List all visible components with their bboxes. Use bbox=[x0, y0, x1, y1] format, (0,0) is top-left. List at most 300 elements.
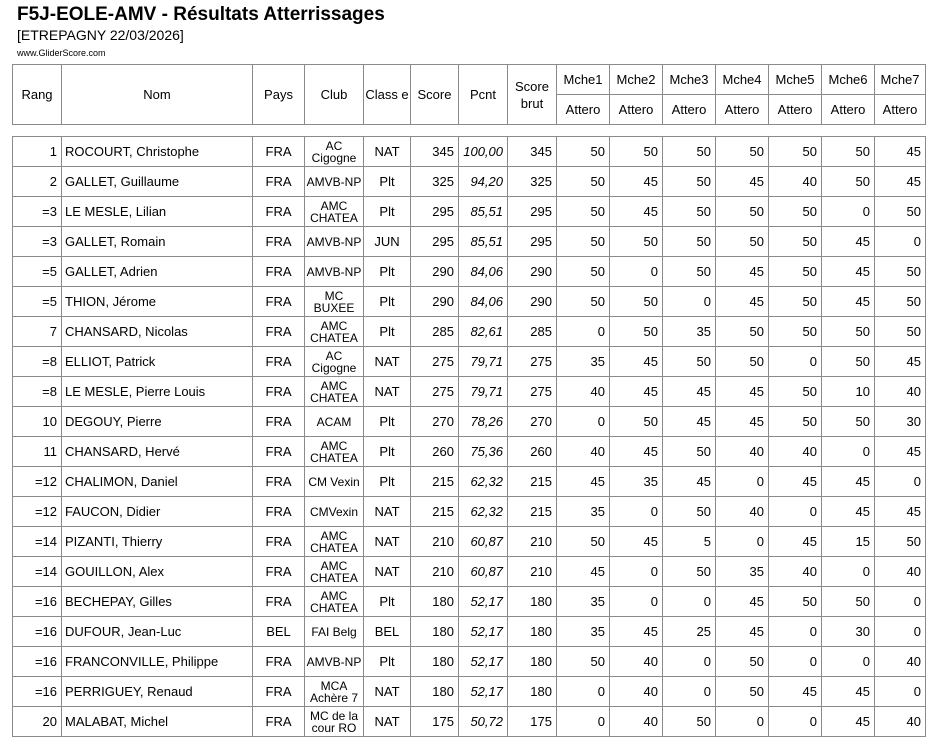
cell-classe: NAT bbox=[364, 677, 411, 707]
col-manche-1: Mche1 bbox=[557, 65, 610, 95]
cell-pays: FRA bbox=[253, 647, 305, 677]
cell-manche-1: 0 bbox=[557, 707, 610, 737]
cell-manche-6: 45 bbox=[822, 227, 875, 257]
cell-pays: FRA bbox=[253, 167, 305, 197]
cell-score: 215 bbox=[411, 467, 459, 497]
cell-manche-5: 40 bbox=[769, 167, 822, 197]
cell-pays: BEL bbox=[253, 617, 305, 647]
cell-classe: JUN bbox=[364, 227, 411, 257]
col-pcnt: Pcnt bbox=[459, 65, 508, 125]
cell-nom: GALLET, Adrien bbox=[62, 257, 253, 287]
cell-club: MCA Achère 7 bbox=[305, 677, 364, 707]
cell-manche-1: 35 bbox=[557, 347, 610, 377]
cell-manche-5: 0 bbox=[769, 347, 822, 377]
cell-manche-7: 0 bbox=[875, 227, 926, 257]
cell-rang: =16 bbox=[13, 587, 62, 617]
cell-manche-6: 50 bbox=[822, 587, 875, 617]
cell-manche-2: 45 bbox=[610, 527, 663, 557]
cell-score-brut: 180 bbox=[508, 677, 557, 707]
cell-manche-4: 50 bbox=[716, 227, 769, 257]
cell-manche-1: 45 bbox=[557, 557, 610, 587]
cell-score: 345 bbox=[411, 137, 459, 167]
cell-rang: 11 bbox=[13, 437, 62, 467]
cell-manche-2: 0 bbox=[610, 557, 663, 587]
col-attero: Attero bbox=[716, 95, 769, 125]
cell-manche-7: 40 bbox=[875, 707, 926, 737]
cell-score-brut: 180 bbox=[508, 587, 557, 617]
cell-manche-7: 50 bbox=[875, 287, 926, 317]
cell-classe: NAT bbox=[364, 347, 411, 377]
cell-manche-2: 0 bbox=[610, 257, 663, 287]
cell-score-brut: 325 bbox=[508, 167, 557, 197]
cell-manche-5: 50 bbox=[769, 377, 822, 407]
cell-manche-6: 0 bbox=[822, 437, 875, 467]
cell-club: ACAM bbox=[305, 407, 364, 437]
cell-pcnt: 62,32 bbox=[459, 467, 508, 497]
cell-score: 275 bbox=[411, 347, 459, 377]
cell-pcnt: 85,51 bbox=[459, 197, 508, 227]
cell-score-brut: 290 bbox=[508, 257, 557, 287]
cell-pays: FRA bbox=[253, 527, 305, 557]
cell-nom: CHALIMON, Daniel bbox=[62, 467, 253, 497]
cell-score-brut: 275 bbox=[508, 347, 557, 377]
cell-club: AMC CHATEA bbox=[305, 317, 364, 347]
cell-manche-1: 0 bbox=[557, 317, 610, 347]
cell-manche-4: 35 bbox=[716, 557, 769, 587]
cell-manche-4: 0 bbox=[716, 527, 769, 557]
cell-classe: NAT bbox=[364, 557, 411, 587]
cell-score: 260 bbox=[411, 437, 459, 467]
cell-nom: BECHEPAY, Gilles bbox=[62, 587, 253, 617]
cell-manche-2: 40 bbox=[610, 647, 663, 677]
col-score-brut: Score brut bbox=[508, 65, 557, 125]
cell-score: 290 bbox=[411, 287, 459, 317]
cell-manche-5: 50 bbox=[769, 287, 822, 317]
table-row bbox=[13, 557, 926, 587]
cell-manche-2: 45 bbox=[610, 167, 663, 197]
cell-manche-3: 50 bbox=[663, 497, 716, 527]
table-row bbox=[13, 317, 926, 347]
cell-score: 215 bbox=[411, 497, 459, 527]
cell-classe: NAT bbox=[364, 497, 411, 527]
cell-manche-2: 40 bbox=[610, 707, 663, 737]
cell-classe: BEL bbox=[364, 617, 411, 647]
cell-rang: =5 bbox=[13, 257, 62, 287]
cell-club: AMC CHATEA bbox=[305, 437, 364, 467]
cell-nom: DEGOUY, Pierre bbox=[62, 407, 253, 437]
cell-manche-2: 35 bbox=[610, 467, 663, 497]
cell-manche-3: 50 bbox=[663, 257, 716, 287]
cell-manche-1: 35 bbox=[557, 617, 610, 647]
cell-manche-6: 50 bbox=[822, 317, 875, 347]
cell-club: AMVB-NP bbox=[305, 647, 364, 677]
cell-manche-5: 0 bbox=[769, 497, 822, 527]
cell-manche-3: 50 bbox=[663, 197, 716, 227]
cell-manche-6: 45 bbox=[822, 287, 875, 317]
col-attero: Attero bbox=[875, 95, 926, 125]
cell-manche-4: 45 bbox=[716, 377, 769, 407]
cell-manche-3: 50 bbox=[663, 167, 716, 197]
cell-manche-5: 45 bbox=[769, 527, 822, 557]
cell-pays: FRA bbox=[253, 587, 305, 617]
cell-manche-2: 45 bbox=[610, 197, 663, 227]
cell-rang: =16 bbox=[13, 617, 62, 647]
cell-pays: FRA bbox=[253, 377, 305, 407]
cell-manche-6: 15 bbox=[822, 527, 875, 557]
col-manche-3: Mche3 bbox=[663, 65, 716, 95]
cell-manche-7: 50 bbox=[875, 317, 926, 347]
cell-pcnt: 60,87 bbox=[459, 527, 508, 557]
cell-pays: FRA bbox=[253, 257, 305, 287]
cell-manche-4: 50 bbox=[716, 197, 769, 227]
cell-pcnt: 75,36 bbox=[459, 437, 508, 467]
col-score: Score bbox=[411, 65, 459, 125]
cell-pays: FRA bbox=[253, 347, 305, 377]
cell-manche-7: 0 bbox=[875, 587, 926, 617]
cell-manche-3: 50 bbox=[663, 437, 716, 467]
col-manche-5: Mche5 bbox=[769, 65, 822, 95]
cell-rang: =16 bbox=[13, 647, 62, 677]
cell-manche-3: 0 bbox=[663, 677, 716, 707]
cell-club: FAI Belg bbox=[305, 617, 364, 647]
cell-manche-3: 0 bbox=[663, 587, 716, 617]
col-nom: Nom bbox=[62, 65, 253, 125]
col-rang: Rang bbox=[13, 65, 62, 125]
cell-score-brut: 215 bbox=[508, 497, 557, 527]
cell-manche-4: 0 bbox=[716, 467, 769, 497]
table-row bbox=[13, 677, 926, 707]
cell-manche-7: 50 bbox=[875, 257, 926, 287]
cell-score-brut: 180 bbox=[508, 647, 557, 677]
cell-pays: FRA bbox=[253, 557, 305, 587]
cell-score: 325 bbox=[411, 167, 459, 197]
cell-nom: ELLIOT, Patrick bbox=[62, 347, 253, 377]
cell-score-brut: 215 bbox=[508, 467, 557, 497]
cell-pays: FRA bbox=[253, 197, 305, 227]
cell-nom: LE MESLE, Lilian bbox=[62, 197, 253, 227]
cell-nom: DUFOUR, Jean-Luc bbox=[62, 617, 253, 647]
cell-manche-3: 0 bbox=[663, 647, 716, 677]
cell-score: 180 bbox=[411, 617, 459, 647]
table-row bbox=[13, 407, 926, 437]
cell-classe: Plt bbox=[364, 317, 411, 347]
cell-manche-7: 50 bbox=[875, 197, 926, 227]
cell-manche-1: 40 bbox=[557, 437, 610, 467]
cell-manche-6: 50 bbox=[822, 137, 875, 167]
results-table bbox=[12, 136, 926, 737]
cell-manche-2: 50 bbox=[610, 287, 663, 317]
cell-pcnt: 78,26 bbox=[459, 407, 508, 437]
cell-manche-7: 30 bbox=[875, 407, 926, 437]
cell-club: AMC CHATEA bbox=[305, 197, 364, 227]
cell-pays: FRA bbox=[253, 287, 305, 317]
cell-manche-5: 45 bbox=[769, 677, 822, 707]
cell-rang: 7 bbox=[13, 317, 62, 347]
cell-nom: FAUCON, Didier bbox=[62, 497, 253, 527]
cell-manche-6: 30 bbox=[822, 617, 875, 647]
cell-pays: FRA bbox=[253, 407, 305, 437]
cell-score-brut: 295 bbox=[508, 197, 557, 227]
cell-classe: Plt bbox=[364, 587, 411, 617]
cell-score-brut: 210 bbox=[508, 527, 557, 557]
cell-manche-1: 50 bbox=[557, 257, 610, 287]
cell-manche-4: 45 bbox=[716, 257, 769, 287]
cell-manche-4: 0 bbox=[716, 707, 769, 737]
cell-score: 180 bbox=[411, 647, 459, 677]
cell-manche-3: 50 bbox=[663, 347, 716, 377]
cell-rang: =12 bbox=[13, 497, 62, 527]
table-row bbox=[13, 617, 926, 647]
cell-pcnt: 85,51 bbox=[459, 227, 508, 257]
cell-score-brut: 180 bbox=[508, 617, 557, 647]
cell-manche-6: 0 bbox=[822, 197, 875, 227]
cell-score-brut: 270 bbox=[508, 407, 557, 437]
cell-nom: PERRIGUEY, Renaud bbox=[62, 677, 253, 707]
cell-manche-1: 50 bbox=[557, 167, 610, 197]
cell-manche-1: 35 bbox=[557, 587, 610, 617]
cell-nom: LE MESLE, Pierre Louis bbox=[62, 377, 253, 407]
cell-pays: FRA bbox=[253, 137, 305, 167]
col-attero: Attero bbox=[663, 95, 716, 125]
col-attero: Attero bbox=[557, 95, 610, 125]
cell-manche-2: 45 bbox=[610, 347, 663, 377]
cell-pays: FRA bbox=[253, 227, 305, 257]
cell-manche-7: 40 bbox=[875, 377, 926, 407]
cell-manche-7: 45 bbox=[875, 347, 926, 377]
cell-nom: CHANSARD, Hervé bbox=[62, 437, 253, 467]
cell-manche-7: 45 bbox=[875, 497, 926, 527]
cell-score-brut: 345 bbox=[508, 137, 557, 167]
cell-manche-7: 40 bbox=[875, 557, 926, 587]
cell-manche-1: 35 bbox=[557, 497, 610, 527]
cell-manche-1: 50 bbox=[557, 287, 610, 317]
col-manche-4: Mche4 bbox=[716, 65, 769, 95]
cell-manche-4: 50 bbox=[716, 137, 769, 167]
cell-score-brut: 260 bbox=[508, 437, 557, 467]
cell-manche-3: 45 bbox=[663, 467, 716, 497]
cell-manche-6: 0 bbox=[822, 647, 875, 677]
cell-nom: FRANCONVILLE, Philippe bbox=[62, 647, 253, 677]
cell-manche-3: 50 bbox=[663, 707, 716, 737]
cell-classe: NAT bbox=[364, 377, 411, 407]
cell-manche-2: 50 bbox=[610, 317, 663, 347]
cell-score: 275 bbox=[411, 377, 459, 407]
cell-classe: Plt bbox=[364, 167, 411, 197]
cell-score-brut: 275 bbox=[508, 377, 557, 407]
cell-manche-4: 40 bbox=[716, 497, 769, 527]
cell-club: AMVB-NP bbox=[305, 257, 364, 287]
col-classe: Class e bbox=[364, 65, 411, 125]
cell-manche-6: 45 bbox=[822, 707, 875, 737]
cell-score: 210 bbox=[411, 527, 459, 557]
cell-rang: 1 bbox=[13, 137, 62, 167]
cell-manche-2: 50 bbox=[610, 227, 663, 257]
results-header bbox=[12, 64, 926, 125]
table-row bbox=[13, 257, 926, 287]
cell-manche-4: 40 bbox=[716, 437, 769, 467]
cell-nom: CHANSARD, Nicolas bbox=[62, 317, 253, 347]
cell-manche-1: 0 bbox=[557, 677, 610, 707]
cell-rang: 20 bbox=[13, 707, 62, 737]
cell-manche-6: 45 bbox=[822, 467, 875, 497]
cell-classe: Plt bbox=[364, 467, 411, 497]
cell-score: 290 bbox=[411, 257, 459, 287]
event-subtitle: [ETREPAGNY 22/03/2026] bbox=[17, 27, 184, 43]
cell-pcnt: 50,72 bbox=[459, 707, 508, 737]
col-manche-6: Mche6 bbox=[822, 65, 875, 95]
cell-nom: MALABAT, Michel bbox=[62, 707, 253, 737]
cell-manche-3: 45 bbox=[663, 407, 716, 437]
cell-manche-7: 0 bbox=[875, 677, 926, 707]
cell-club: AMC CHATEA bbox=[305, 557, 364, 587]
cell-manche-7: 45 bbox=[875, 137, 926, 167]
table-row bbox=[13, 137, 926, 167]
cell-manche-6: 10 bbox=[822, 377, 875, 407]
cell-manche-5: 40 bbox=[769, 437, 822, 467]
cell-classe: Plt bbox=[364, 437, 411, 467]
cell-manche-2: 50 bbox=[610, 407, 663, 437]
cell-manche-1: 50 bbox=[557, 197, 610, 227]
cell-manche-1: 50 bbox=[557, 527, 610, 557]
cell-club: AMVB-NP bbox=[305, 167, 364, 197]
cell-club: AMVB-NP bbox=[305, 227, 364, 257]
cell-pays: FRA bbox=[253, 437, 305, 467]
cell-manche-5: 0 bbox=[769, 647, 822, 677]
cell-manche-3: 50 bbox=[663, 227, 716, 257]
table-row bbox=[13, 167, 926, 197]
cell-manche-3: 0 bbox=[663, 287, 716, 317]
page-title: F5J-EOLE-AMV - Résultats Atterrissages bbox=[17, 4, 385, 25]
table-row bbox=[13, 587, 926, 617]
site-credit: www.GliderScore.com bbox=[17, 48, 106, 58]
cell-manche-7: 0 bbox=[875, 467, 926, 497]
cell-score: 295 bbox=[411, 197, 459, 227]
cell-manche-2: 45 bbox=[610, 617, 663, 647]
cell-manche-3: 25 bbox=[663, 617, 716, 647]
col-manche-7: Mche7 bbox=[875, 65, 926, 95]
cell-pcnt: 84,06 bbox=[459, 287, 508, 317]
cell-club: CM Vexin bbox=[305, 467, 364, 497]
cell-pcnt: 79,71 bbox=[459, 347, 508, 377]
cell-manche-3: 35 bbox=[663, 317, 716, 347]
cell-pcnt: 100,00 bbox=[459, 137, 508, 167]
table-row bbox=[13, 197, 926, 227]
cell-manche-1: 50 bbox=[557, 137, 610, 167]
cell-manche-4: 50 bbox=[716, 647, 769, 677]
col-club: Club bbox=[305, 65, 364, 125]
cell-rang: 2 bbox=[13, 167, 62, 197]
cell-score-brut: 290 bbox=[508, 287, 557, 317]
cell-score: 270 bbox=[411, 407, 459, 437]
cell-manche-3: 50 bbox=[663, 557, 716, 587]
cell-manche-1: 45 bbox=[557, 467, 610, 497]
cell-manche-6: 50 bbox=[822, 407, 875, 437]
cell-nom: THION, Jérome bbox=[62, 287, 253, 317]
cell-manche-5: 0 bbox=[769, 617, 822, 647]
cell-manche-3: 50 bbox=[663, 137, 716, 167]
cell-manche-2: 45 bbox=[610, 437, 663, 467]
cell-manche-2: 50 bbox=[610, 137, 663, 167]
cell-pays: FRA bbox=[253, 317, 305, 347]
cell-classe: NAT bbox=[364, 137, 411, 167]
cell-classe: Plt bbox=[364, 647, 411, 677]
cell-manche-6: 50 bbox=[822, 347, 875, 377]
cell-manche-4: 45 bbox=[716, 587, 769, 617]
cell-manche-5: 50 bbox=[769, 227, 822, 257]
cell-rang: =14 bbox=[13, 527, 62, 557]
cell-pcnt: 52,17 bbox=[459, 677, 508, 707]
cell-manche-4: 45 bbox=[716, 407, 769, 437]
cell-pays: FRA bbox=[253, 677, 305, 707]
cell-manche-2: 45 bbox=[610, 377, 663, 407]
col-pays: Pays bbox=[253, 65, 305, 125]
cell-nom: GALLET, Guillaume bbox=[62, 167, 253, 197]
table-row bbox=[13, 287, 926, 317]
cell-score-brut: 285 bbox=[508, 317, 557, 347]
cell-manche-1: 50 bbox=[557, 227, 610, 257]
cell-manche-5: 50 bbox=[769, 137, 822, 167]
cell-manche-7: 40 bbox=[875, 647, 926, 677]
cell-pcnt: 62,32 bbox=[459, 497, 508, 527]
cell-manche-1: 0 bbox=[557, 407, 610, 437]
cell-club: AC Cigogne bbox=[305, 347, 364, 377]
cell-nom: GOUILLON, Alex bbox=[62, 557, 253, 587]
cell-rang: =16 bbox=[13, 677, 62, 707]
cell-manche-7: 45 bbox=[875, 167, 926, 197]
cell-rang: =3 bbox=[13, 197, 62, 227]
cell-score: 295 bbox=[411, 227, 459, 257]
cell-manche-2: 40 bbox=[610, 677, 663, 707]
cell-manche-7: 50 bbox=[875, 527, 926, 557]
cell-manche-5: 40 bbox=[769, 557, 822, 587]
cell-pcnt: 60,87 bbox=[459, 557, 508, 587]
cell-score-brut: 295 bbox=[508, 227, 557, 257]
table-row bbox=[13, 497, 926, 527]
cell-club: AMC CHATEA bbox=[305, 377, 364, 407]
cell-nom: GALLET, Romain bbox=[62, 227, 253, 257]
cell-classe: Plt bbox=[364, 257, 411, 287]
col-attero: Attero bbox=[822, 95, 875, 125]
cell-club: MC de la cour RO bbox=[305, 707, 364, 737]
cell-manche-5: 50 bbox=[769, 407, 822, 437]
cell-manche-5: 0 bbox=[769, 707, 822, 737]
cell-classe: Plt bbox=[364, 407, 411, 437]
cell-manche-4: 45 bbox=[716, 167, 769, 197]
cell-manche-6: 0 bbox=[822, 557, 875, 587]
cell-manche-5: 50 bbox=[769, 317, 822, 347]
table-row bbox=[13, 227, 926, 257]
table-row bbox=[13, 707, 926, 737]
cell-rang: =8 bbox=[13, 377, 62, 407]
cell-pays: FRA bbox=[253, 707, 305, 737]
table-row bbox=[13, 437, 926, 467]
cell-manche-2: 0 bbox=[610, 497, 663, 527]
cell-nom: ROCOURT, Christophe bbox=[62, 137, 253, 167]
cell-club: MC BUXEE bbox=[305, 287, 364, 317]
cell-manche-6: 45 bbox=[822, 497, 875, 527]
cell-club: AMC CHATEA bbox=[305, 587, 364, 617]
cell-rang: =14 bbox=[13, 557, 62, 587]
cell-score: 180 bbox=[411, 677, 459, 707]
cell-rang: =8 bbox=[13, 347, 62, 377]
table-row bbox=[13, 467, 926, 497]
cell-manche-5: 45 bbox=[769, 467, 822, 497]
cell-classe: NAT bbox=[364, 527, 411, 557]
col-attero: Attero bbox=[610, 95, 663, 125]
col-manche-2: Mche2 bbox=[610, 65, 663, 95]
cell-classe: Plt bbox=[364, 197, 411, 227]
cell-manche-4: 50 bbox=[716, 317, 769, 347]
